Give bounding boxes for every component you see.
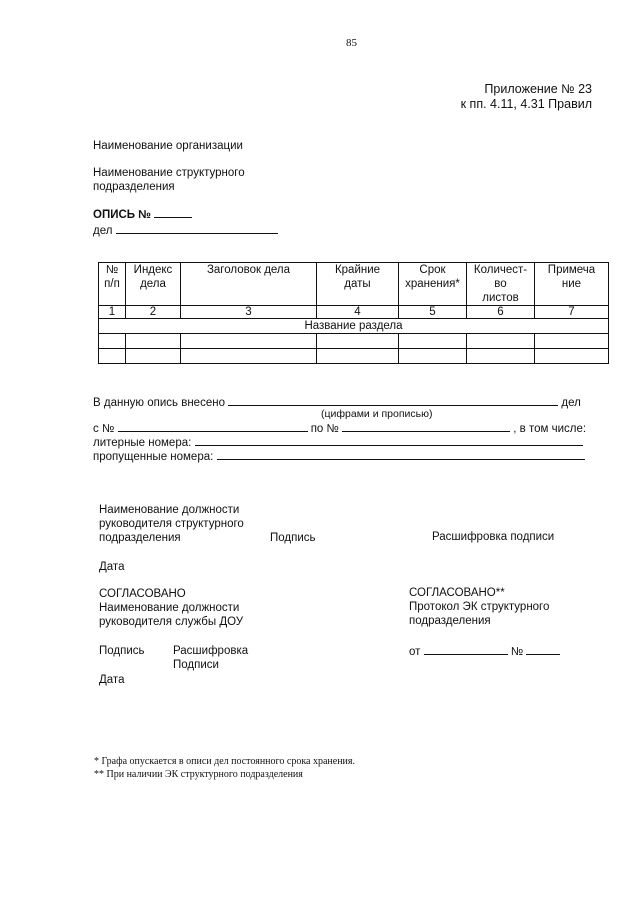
cases-label: дел	[93, 225, 113, 237]
footnote-2: ** При наличии ЭК структурного подразделения	[94, 769, 303, 780]
letter-numbers-row	[93, 435, 583, 449]
from-line	[118, 421, 308, 432]
to-line	[342, 421, 510, 432]
agreed-left-title: СОГЛАСОВАНО	[99, 588, 186, 600]
header-dates: Крайние даты	[317, 263, 399, 306]
inventory-title	[93, 207, 192, 221]
column-number: 2	[126, 306, 181, 319]
header-index: Индекс дела	[126, 263, 181, 306]
agreed-left-decode-line2: Подписи	[173, 659, 219, 671]
missing-numbers-label: пропущенные номера:	[93, 451, 214, 463]
entered-hint: (цифрами и прописью)	[321, 408, 433, 420]
header-notes: Примеча ние	[535, 263, 609, 306]
header-title: Заголовок дела	[181, 263, 317, 306]
range-row	[93, 421, 586, 435]
agreed-right-line1: Протокол ЭК структурного	[409, 601, 550, 613]
protocol-row	[409, 644, 560, 658]
appendix-line2: к пп. 4.11, 4.31 Правил	[460, 97, 592, 111]
agreed-left-date-label: Дата	[99, 674, 125, 686]
organization-name-label: Наименование организации	[93, 140, 243, 152]
column-number: 6	[467, 306, 535, 319]
table-row	[99, 334, 609, 349]
letter-numbers-line	[195, 435, 583, 446]
position-line1: Наименование должности	[99, 504, 240, 516]
entered-row	[93, 395, 581, 409]
protocol-from-label: от	[409, 646, 421, 658]
agreed-right-title: СОГЛАСОВАНО**	[409, 587, 505, 599]
footnote-1: * Графа опускается в описи дел постоянного срока хранения.	[94, 756, 356, 767]
agreed-left-line1: Наименование должности	[99, 602, 240, 614]
header-retention: Срок хранения*	[399, 263, 467, 306]
position-line2: руководителя структурного	[99, 518, 244, 530]
column-number: 3	[181, 306, 317, 319]
inventory-table	[98, 262, 609, 364]
cases-row	[93, 223, 278, 237]
subdivision-label-line2: подразделения	[93, 181, 175, 193]
protocol-number-label: №	[510, 646, 524, 658]
agreed-left-decode-line1: Расшифровка	[173, 645, 249, 657]
agreed-left-line2: руководителя службы ДОУ	[99, 616, 244, 628]
agreed-left-sign-label: Подпись	[99, 645, 145, 657]
page-number: 85	[346, 37, 357, 49]
agreed-right-line2: подразделения	[409, 615, 491, 627]
table-header-row	[99, 263, 609, 306]
column-number: 5	[399, 306, 467, 319]
cases-line	[116, 223, 278, 234]
header-sheets: Количест- во листов	[467, 263, 535, 306]
missing-numbers-row	[93, 449, 585, 463]
position-line3: подразделения	[99, 532, 181, 544]
table-numbers-row	[99, 306, 609, 319]
entered-label: В данную опись внесено	[93, 397, 225, 409]
entered-line	[228, 395, 558, 406]
protocol-number-line	[526, 644, 560, 655]
including-label: , в том числе:	[513, 423, 587, 435]
date-label: Дата	[99, 561, 125, 573]
entered-cases-suffix: дел	[561, 397, 581, 409]
protocol-date-line	[424, 644, 508, 655]
appendix-line1: Приложение № 23	[484, 82, 592, 96]
missing-numbers-line	[217, 449, 585, 460]
letter-numbers-label: литерные номера:	[93, 437, 192, 449]
inventory-number-line	[154, 207, 192, 218]
from-label: с №	[93, 423, 115, 435]
inventory-title-text: ОПИСЬ №	[93, 209, 152, 221]
subdivision-label-line1: Наименование структурного	[93, 167, 245, 179]
column-number: 4	[317, 306, 399, 319]
column-number: 1	[99, 306, 126, 319]
table-row	[99, 349, 609, 364]
section-title: Название раздела	[99, 319, 609, 334]
column-number: 7	[535, 306, 609, 319]
header-num: № п/п	[99, 263, 126, 306]
to-label: по №	[310, 423, 339, 435]
signature-label: Подпись	[270, 532, 316, 544]
table-section-row	[99, 319, 609, 334]
signature-decode-label: Расшифровка подписи	[432, 531, 555, 543]
